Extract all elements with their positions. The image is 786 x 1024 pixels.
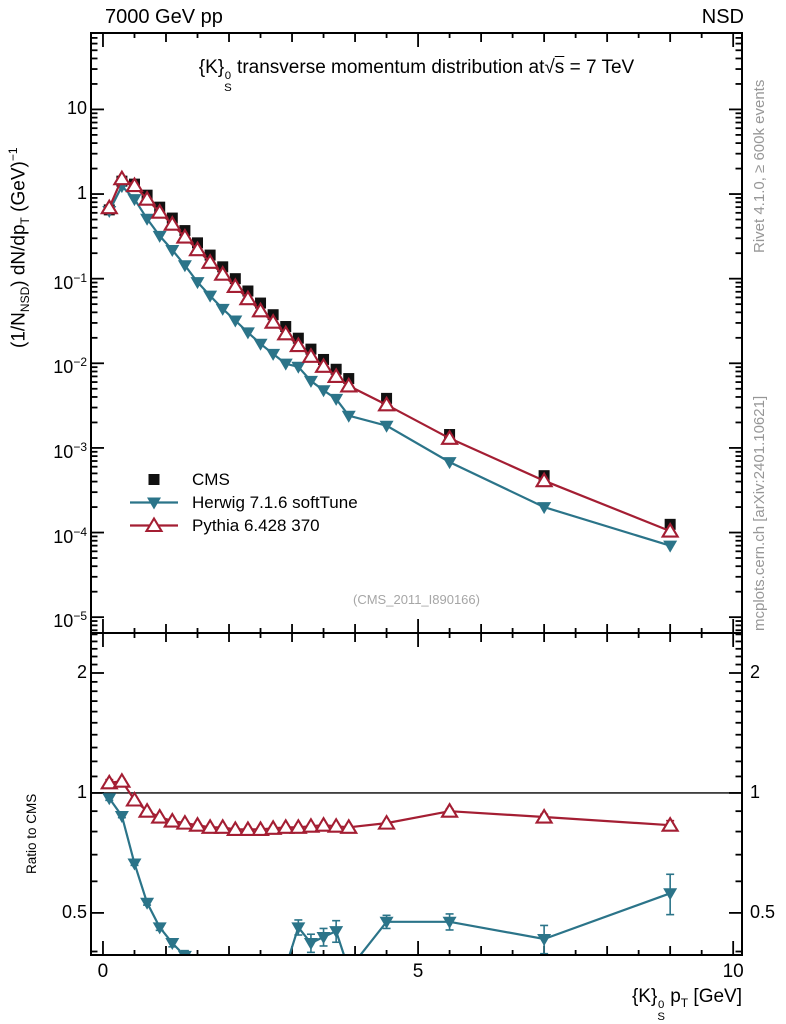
legend-label: Herwig 7.1.6 softTune xyxy=(192,492,358,512)
legend-item xyxy=(128,491,358,514)
ratio-tick-label-left: 0.5 xyxy=(61,901,87,922)
mcplots-credit: mcplots.cern.ch [arXiv:2401.10621] xyxy=(751,395,768,631)
plot-title xyxy=(91,58,742,94)
legend-item xyxy=(128,468,358,491)
particle-symbol: {K} xyxy=(198,57,225,78)
legend xyxy=(128,468,358,537)
ratio-tick-label-right: 1 xyxy=(750,781,761,802)
y-tick-label: $10^{-5}$ xyxy=(53,609,87,632)
ratio-tick-label-left: 2 xyxy=(76,661,87,682)
series-pythia-ratio xyxy=(102,774,678,835)
sqrt-symbol: √ xyxy=(544,57,555,78)
title-energy: = 7 TeV xyxy=(564,57,635,78)
y-tick-label: $10^{-1}$ xyxy=(53,270,87,293)
y-tick-label: $10^{-3}$ xyxy=(53,439,87,462)
x-tick-label: 5 xyxy=(412,961,424,982)
ratio-axis-title: Ratio to CMS xyxy=(24,793,39,874)
legend-label: Pythia 6.428 370 xyxy=(192,515,320,535)
y-tick-label: 10 xyxy=(66,98,87,119)
y-axis-title: $(1/N_{NSD})$ $dN/dp_T$ (GeV)$^{-1}$ xyxy=(6,147,33,348)
legend-marker-square-icon xyxy=(128,468,180,491)
y-tick-label: 1 xyxy=(76,183,87,204)
legend-label: CMS xyxy=(192,469,230,489)
x-axis-title: {K} 0 S $p_T$ [GeV] xyxy=(631,986,742,1023)
ratio-tick-label-right: 0.5 xyxy=(750,901,776,922)
legend-item xyxy=(128,514,358,537)
y-tick-label: $10^{-4}$ xyxy=(53,524,87,547)
title-text: transverse momentum distribution at xyxy=(231,57,545,78)
ratio-tick-label-left: 1 xyxy=(76,781,87,802)
particle-supsub: 0 S xyxy=(224,70,232,94)
legend-marker-triangle-up-open-icon xyxy=(128,514,180,537)
analysis-id-watermark: (CMS_2011_I890166) xyxy=(353,592,480,607)
legend-marker-triangle-down-icon xyxy=(128,491,180,514)
beam-energy-label: 7000 GeV pp xyxy=(105,6,223,28)
sqrt-argument: s xyxy=(554,57,565,78)
rivet-version-note: Rivet 4.1.0, ≥ 600k events xyxy=(751,79,768,253)
y-tick-label: $10^{-2}$ xyxy=(53,355,87,378)
ratio-tick-label-right: 2 xyxy=(750,661,761,682)
x-tick-label: 10 xyxy=(722,961,744,982)
event-class-label: NSD xyxy=(701,6,744,28)
x-tick-label: 0 xyxy=(97,961,109,982)
